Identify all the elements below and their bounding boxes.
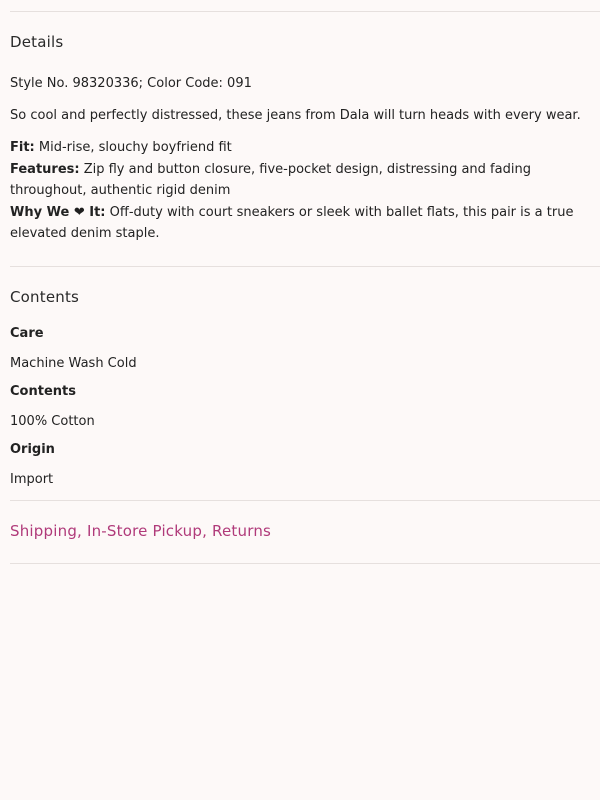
features-value: Zip fly and button closure, five-pocket design, distressing and fading throughout, authentic rigid denim [10, 162, 531, 198]
fit-line [10, 137, 586, 158]
bottom-divider [10, 563, 600, 564]
fit-label: Fit: [10, 140, 35, 155]
heart-icon: ❤ [73, 205, 85, 220]
why-we-love-it-line [10, 202, 586, 244]
features-label: Features: [10, 162, 80, 177]
origin-label: Origin [10, 442, 55, 457]
why-label-prefix: Why We [10, 205, 74, 220]
features-line [10, 159, 586, 201]
top-divider [10, 11, 600, 12]
why-label-suffix: It: [84, 205, 106, 220]
contents-label: Contents [10, 384, 76, 399]
why-label [10, 205, 106, 220]
style-number-line: Style No. 98320336; Color Code: 091 [10, 76, 252, 91]
details-heading[interactable]: Details [10, 33, 64, 51]
details-divider [10, 266, 600, 267]
contents-value: 100% Cotton [10, 414, 95, 429]
product-description: So cool and perfectly distressed, these jeans from Dala will turn heads with every wear. [10, 108, 581, 123]
why-value: Off-duty with court sneakers or sleek with ballet flats, this pair is a true elevated denim staple. [10, 205, 574, 241]
contents-divider [10, 500, 600, 501]
care-value: Machine Wash Cold [10, 356, 137, 371]
care-label: Care [10, 326, 44, 341]
fit-value: Mid-rise, slouchy boyfriend fit [34, 140, 232, 155]
origin-value: Import [10, 472, 54, 487]
contents-heading[interactable]: Contents [10, 288, 80, 306]
shipping-returns-link[interactable]: Shipping, In-Store Pickup, Returns [10, 522, 272, 540]
